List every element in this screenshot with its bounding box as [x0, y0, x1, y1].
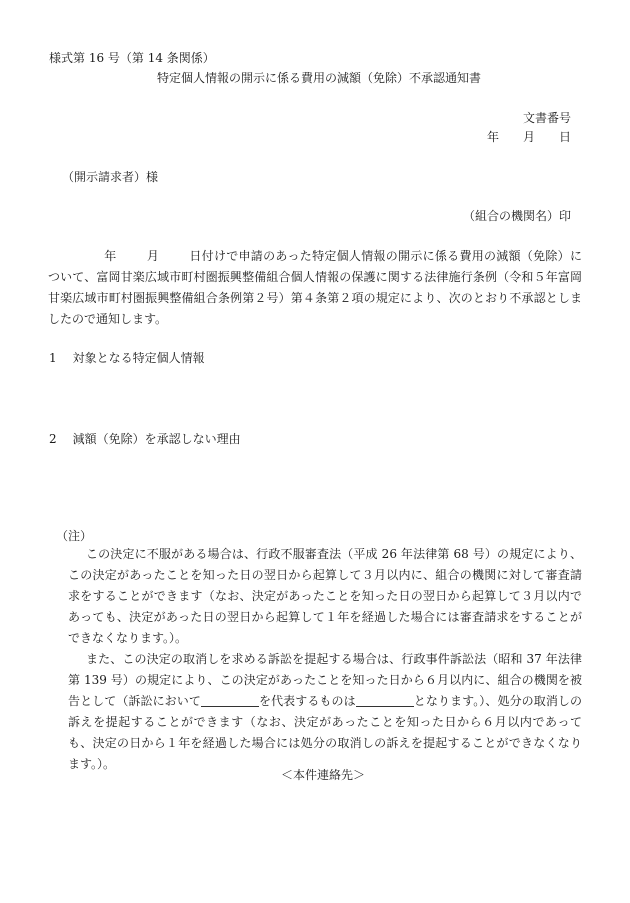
section-2 — [49, 433, 241, 445]
note-paragraph-2-c: となります。）、処分の取消しの訴えを提起することができます（なお、決定があったことを知った日から６月以内であっても、決定の日から１年を経過した場合には処分の取消しの訴えを提起することができなくなります。）。 — [68, 694, 582, 771]
body-date-month: 月 — [146, 249, 160, 263]
form-number: 様式第 16 号（第 14 条関係） — [49, 51, 215, 65]
document-title: 特定個人情報の開示に係る費用の減額（免除）不承認通知書 — [157, 71, 482, 85]
contact-heading: ＜本件連絡先＞ — [281, 768, 366, 782]
date-line — [487, 131, 571, 143]
note-paragraph-1: この決定に不服がある場合は、行政不服審査法（平成 26 年法律第 68 号）の規定により、この決定があったことを知った日の翌日から起算して３月以内に、組合の機関に対して審査請求をすることができます（なお、決定があったことを知った日の翌日から起算して３月以内であっても、決定があった日の翌日から起算して１年を経過した場合には審査請求をすることができなくなります。）。 — [68, 547, 582, 645]
body-text: 日付けで申請のあった特定個人情報の開示に係る費用の減額（免除）について、富岡甘楽広域市町村圏振興整備組合個人情報の保護に関する法律施行条例（令和５年富岡甘楽広域市町村圏振興整備組合条例第２号）第４条第２項の規定により、次のとおり不承認としましたので通知します。 — [48, 249, 582, 326]
section-1 — [49, 352, 205, 364]
blank-field-2 — [356, 694, 414, 707]
addressee: （開示請求者）様 — [62, 170, 159, 184]
note-paragraph-2-a: また、この決定の取消しを求める訴訟を提起する場合は、行政事件訴訟法（昭和 37 年法律第 139 号）の規定により、この決定があったことを知った日から６月以内に、組合の機関を被告として（訴訟において — [68, 652, 582, 708]
note-body — [68, 544, 582, 775]
section-2-number: 2 — [49, 432, 57, 446]
blank-field-1 — [201, 694, 259, 707]
note-paragraph-2-b: を代表するものは — [258, 694, 356, 708]
note-heading: （注） — [56, 529, 93, 543]
section-1-number: 1 — [49, 351, 57, 365]
note-paragraph-2 — [68, 649, 582, 775]
document-number-label: 文書番号 — [522, 111, 571, 125]
issuer: （組合の機関名）印 — [462, 209, 571, 223]
body-paragraph — [48, 246, 582, 330]
date-year: 年 — [486, 130, 499, 144]
body-date-year: 年 — [104, 249, 117, 263]
date-month: 月 — [522, 130, 535, 144]
section-2-label: 減額（免除）を承認しない理由 — [72, 432, 241, 446]
section-1-label: 対象となる特定個人情報 — [72, 351, 205, 365]
date-day: 日 — [558, 130, 571, 144]
